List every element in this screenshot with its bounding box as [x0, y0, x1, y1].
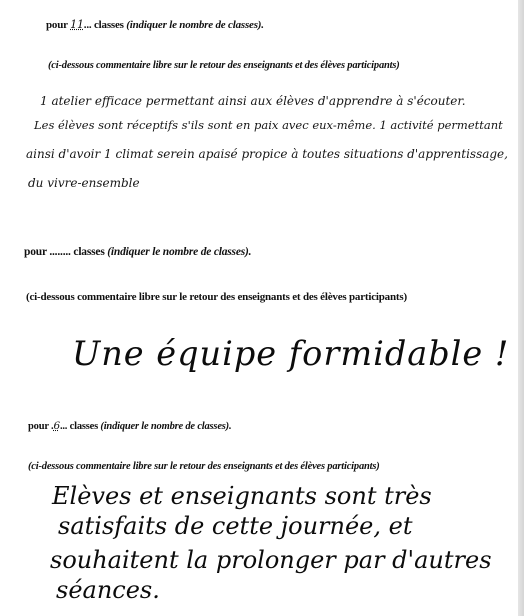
- class-count-line: [28, 420, 231, 432]
- count-suffix: ... classes: [59, 421, 101, 432]
- handwritten-comment-line: séances.: [56, 576, 160, 604]
- handwritten-comment-line: du vivre-ensemble: [28, 176, 140, 190]
- comment-instruction: (ci-dessous commentaire libre sur le retour des enseignants et des élèves participants): [26, 291, 407, 303]
- count-suffix: classes: [70, 246, 108, 258]
- class-count-value[interactable]: 6: [53, 420, 60, 432]
- feedback-section-2: [0, 230, 518, 400]
- count-prefix: pour: [46, 19, 71, 31]
- handwritten-comment-line: Les élèves sont réceptifs s'ils sont en paix avec eux-même. 1 activité permettant: [34, 118, 503, 132]
- class-count-value[interactable]: 11: [70, 18, 84, 31]
- count-prefix: pour: [24, 246, 50, 258]
- class-count-line: [24, 246, 251, 258]
- class-count-value[interactable]: ........: [49, 246, 71, 258]
- handwritten-comment-line: satisfaits de cette journée, et: [58, 512, 413, 540]
- scan-edge: [518, 0, 524, 616]
- class-count-line: [46, 18, 264, 31]
- handwritten-comment-line: 1 atelier efficace permettant ainsi aux élèves d'apprendre à s'écouter.: [40, 94, 466, 108]
- feedback-section-3: [0, 408, 518, 616]
- count-suffix: ... classes: [83, 19, 127, 31]
- comment-instruction: (ci-dessous commentaire libre sur le retour des enseignants et des élèves participants): [28, 461, 380, 472]
- handwritten-comment-line: Elèves et enseignants sont très: [52, 482, 432, 510]
- count-hint: (indiquer le nombre de classes).: [100, 421, 232, 432]
- handwritten-comment-line: Une équipe formidable !: [72, 334, 510, 373]
- comment-instruction: (ci-dessous commentaire libre sur le retour des enseignants et des élèves participants): [48, 60, 400, 71]
- count-prefix: pour .: [28, 421, 54, 432]
- handwritten-comment-line: ainsi d'avoir 1 climat serein apaisé propice à toutes situations d'apprentissage,: [26, 147, 508, 161]
- count-hint: (indiquer le nombre de classes).: [107, 246, 252, 258]
- feedback-section-1: [0, 0, 518, 210]
- handwritten-comment-line: souhaitent la prolonger par d'autres: [50, 546, 492, 574]
- count-hint: (indiquer le nombre de classes).: [126, 19, 264, 31]
